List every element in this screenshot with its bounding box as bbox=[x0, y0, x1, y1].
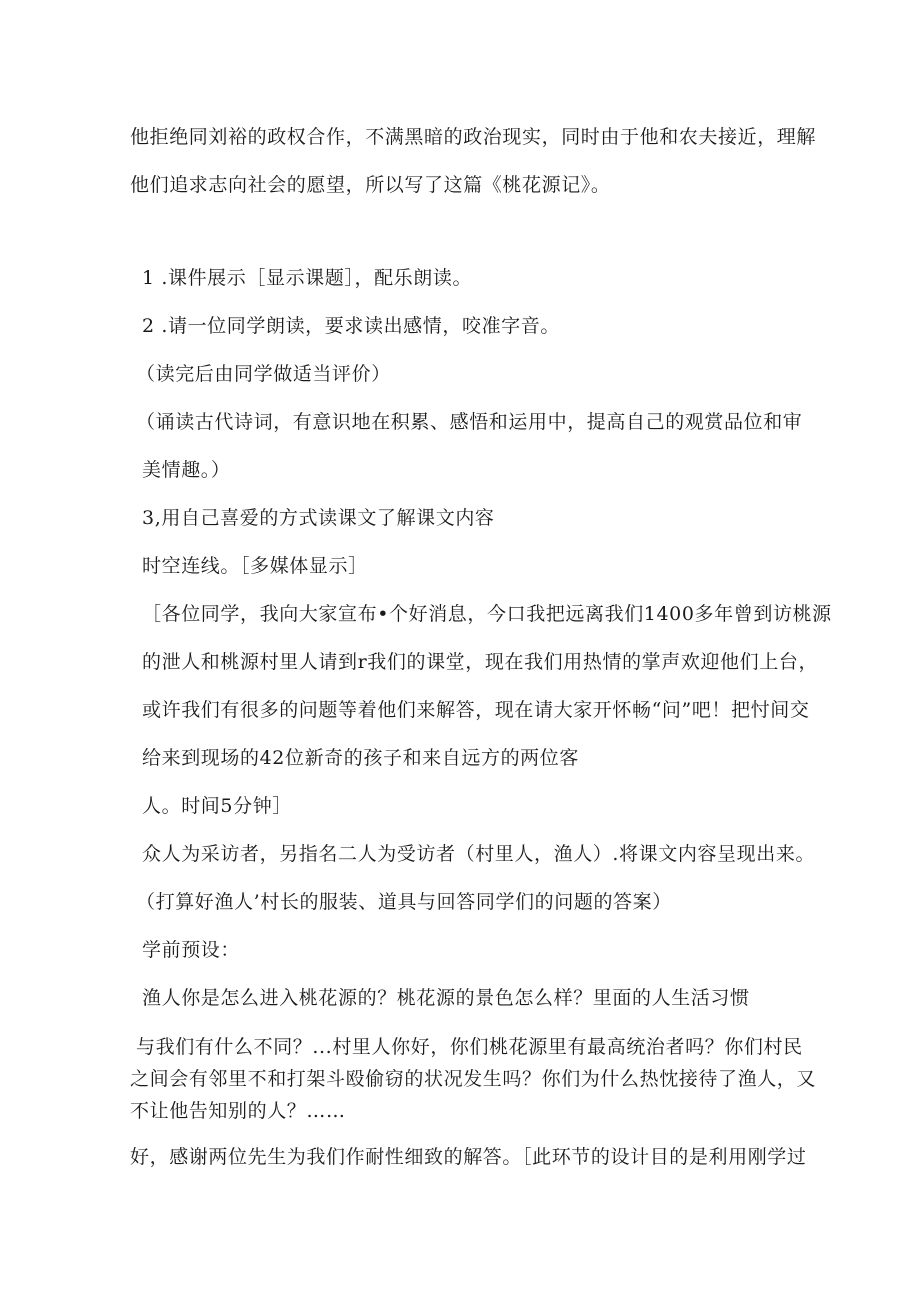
step-3-line: 3,用自己喜爱的方式读课文了解课文内容 bbox=[142, 507, 495, 529]
paragraph-line: 给来到现场的42位新奇的孩子和来自远方的两位客 bbox=[142, 747, 579, 769]
paragraph-line: 不让他告知别的人？…… bbox=[130, 1100, 346, 1122]
step-1-line: 1 .课件展示［显示课题］，配乐朗读。 bbox=[142, 267, 473, 289]
paragraph-line: 众人为采访者，另指名二人为受访者（村里人，渔人）.将课文内容呈现出来。 bbox=[142, 843, 816, 865]
paragraph-line: （读完后由同学做适当评价） bbox=[136, 363, 391, 385]
paragraph-line: 人。时间5分钟］ bbox=[142, 795, 292, 817]
paragraph-line: 或许我们有很多的问题等着他们来解答，现在请大家开怀畅“问”吧！把忖间交 bbox=[142, 699, 810, 721]
paragraph-line: 好，感谢两位先生为我们作耐性细致的解答。［此环节的设计目的是利用刚学过 bbox=[130, 1146, 807, 1168]
section-label: 学前预设： bbox=[142, 939, 241, 961]
paragraph-line: 时空连线。［多媒体显示］ bbox=[142, 555, 368, 577]
paragraph-line: 他们追求志向社会的愿望，所以写了这篇《桃花源记》。 bbox=[130, 174, 611, 196]
paragraph-line: （打算好渔人’村长的服装、道具与回答同学们的问题的答案） bbox=[136, 891, 672, 913]
paragraph-line: （诵读古代诗词，有意识地在积累、感悟和运用中，提高自己的观赏品位和审 bbox=[136, 411, 803, 433]
paragraph-line: 渔人你是怎么进入桃花源的？桃花源的景色怎么样？里面的人生活习惯 bbox=[142, 987, 750, 1009]
paragraph-line: 的泄人和桃源村里人请到r我们的课堂，现在我们用热情的掌声欢迎他们上台， bbox=[142, 651, 819, 673]
step-2-line: 2 .请一位同学朗读，要求读出感情，咬准字音。 bbox=[142, 315, 560, 337]
paragraph-line: ［各位同学，我向大家宣布•个好消息，今口我把远离我们1400多年曾到访桃源 bbox=[142, 603, 832, 625]
paragraph-line: 他拒绝同刘裕的政权合作，不满黑暗的政治现实，同时由于他和农夫接近，理解 bbox=[130, 126, 817, 148]
paragraph-line: 之间会有邻里不和打架斗殴偷窃的状况发生吗？你们为什么热忱接待了渔人，又 bbox=[130, 1068, 817, 1090]
paragraph-line: 美情趣。） bbox=[142, 459, 231, 481]
paragraph-line: 与我们有什么不同？...村里人你好，你们桃花源里有最高统治者吗？你们村民 bbox=[136, 1036, 803, 1058]
